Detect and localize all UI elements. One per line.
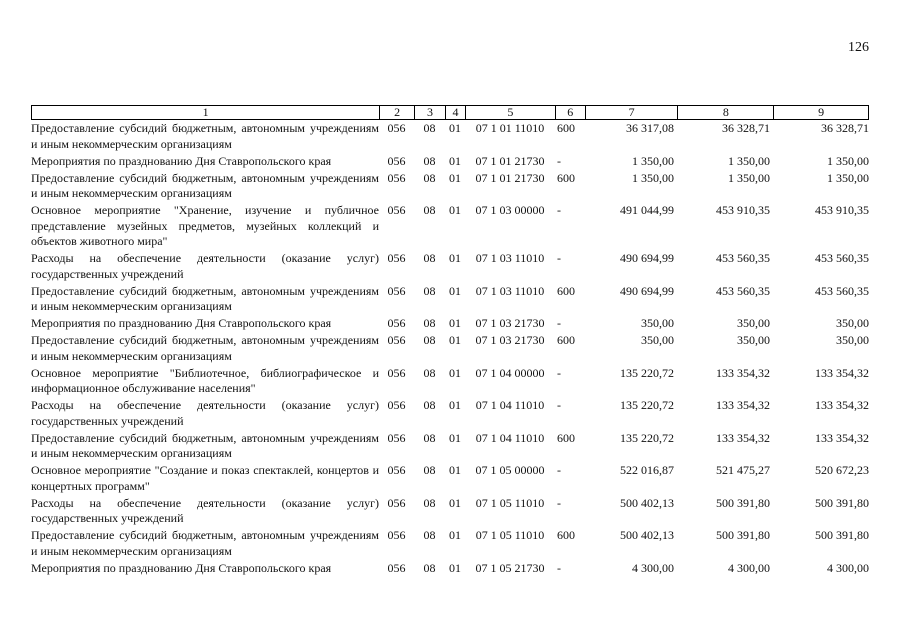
table-cell-5: 07 1 03 11010 — [475, 251, 545, 265]
table-row — [31, 366, 869, 397]
table-cell-3: 08 — [423, 495, 436, 510]
table-cell-8: 133 354,32 — [716, 430, 770, 445]
table-cell-6: 600 — [557, 333, 575, 347]
table-cell-8: 133 354,32 — [716, 398, 770, 412]
table-cell-5: 07 1 03 11010 — [475, 283, 545, 298]
table-cell-3: 08 — [423, 333, 436, 347]
table-cell-1: Мероприятия по празднованию Дня Ставропольского края — [31, 316, 332, 330]
table-cell-4: 01 — [449, 560, 461, 575]
table-cell-5: 07 1 04 00000 — [475, 365, 545, 380]
table-cell-7: 500 402,13 — [620, 495, 674, 510]
table-cell-8: 133 354,32 — [716, 365, 770, 380]
table-cell-2: 056 — [387, 153, 406, 168]
table-cell-9: 1 350,00 — [827, 153, 869, 168]
table-cell-3: 08 — [423, 283, 436, 298]
table-cell-2: 056 — [387, 121, 406, 135]
table-cell-2: 056 — [387, 316, 406, 330]
table-cell-4: 01 — [449, 333, 461, 347]
table-cell-6: - — [557, 495, 561, 510]
table-cell-5: 07 1 05 21730 — [475, 560, 545, 575]
table-cell-7: 4 300,00 — [632, 560, 674, 575]
table-cell-7: 1 350,00 — [632, 170, 674, 185]
table-cell-5: 07 1 05 11010 — [475, 528, 545, 542]
table-cell-7: 135 220,72 — [620, 398, 674, 412]
table-cell-6: 600 — [557, 283, 575, 298]
table-cell-6: - — [557, 463, 561, 477]
table-cell-8: 1 350,00 — [728, 170, 770, 185]
table-cell-4: 01 — [449, 528, 461, 542]
table-cell-5: 07 1 05 00000 — [475, 463, 545, 477]
header-col-6: 6 — [555, 106, 585, 119]
table-cell-6: 600 — [557, 430, 575, 445]
table-cell-9: 350,00 — [836, 316, 869, 330]
table-cell-2: 056 — [387, 560, 406, 575]
table-cell-8: 500 391,80 — [716, 495, 770, 510]
table-row — [31, 284, 869, 315]
table-cell-6: 600 — [557, 528, 575, 542]
table-cell-9: 500 391,80 — [815, 495, 869, 510]
table-cell-7: 36 317,08 — [626, 121, 674, 135]
table-cell-7: 135 220,72 — [620, 365, 674, 380]
table-cell-6: - — [557, 153, 561, 168]
table-cell-3: 08 — [423, 203, 436, 217]
table-cell-8: 1 350,00 — [728, 153, 770, 168]
table-cell-1: Расходы на обеспечение деятельности (оказание услуг) государственных учреждений — [31, 251, 379, 281]
table-cell-4: 01 — [449, 398, 461, 412]
table-cell-1: Предоставление субсидий бюджетным, автономным учреждениям и иным некоммерческим организациям — [31, 121, 379, 151]
table-cell-4: 01 — [449, 203, 461, 217]
table-cell-3: 08 — [423, 398, 436, 412]
header-col-1: 1 — [202, 105, 209, 119]
table-cell-5: 07 1 01 21730 — [475, 170, 545, 185]
table-cell-2: 056 — [387, 170, 406, 185]
table-cell-8: 453 560,35 — [716, 283, 770, 298]
table-cell-1: Предоставление субсидий бюджетным, автономным учреждениям и иным некоммерческим организациям — [31, 528, 379, 558]
table-cell-5: 07 1 05 11010 — [475, 495, 545, 510]
table-cell-4: 01 — [449, 283, 461, 298]
table-cell-4: 01 — [449, 121, 461, 135]
header-col-3: 3 — [414, 106, 445, 119]
table-cell-2: 056 — [387, 430, 406, 445]
page-number: 126 — [848, 40, 869, 55]
table-cell-3: 08 — [423, 251, 436, 265]
table-row — [31, 463, 869, 494]
table-cell-9: 453 560,35 — [815, 251, 869, 265]
table-cell-1: Расходы на обеспечение деятельности (оказание услуг) государственных учреждений — [31, 495, 379, 525]
table-cell-9: 1 350,00 — [827, 170, 869, 185]
table-header — [31, 105, 869, 120]
table-cell-4: 01 — [449, 495, 461, 510]
table-row — [31, 203, 869, 250]
table-cell-2: 056 — [387, 251, 406, 265]
table-row — [31, 496, 869, 527]
table-cell-9: 500 391,80 — [815, 528, 869, 542]
table-cell-5: 07 1 01 21730 — [475, 153, 545, 168]
table-cell-8: 500 391,80 — [716, 528, 770, 542]
table-cell-7: 522 016,87 — [620, 463, 674, 477]
table-cell-3: 08 — [423, 463, 436, 477]
table-cell-7: 1 350,00 — [632, 153, 674, 168]
table-cell-4: 01 — [449, 153, 461, 168]
table-cell-9: 453 560,35 — [815, 283, 869, 298]
table-row — [31, 251, 869, 282]
table-cell-1: Предоставление субсидий бюджетным, автономным учреждениям и иным некоммерческим организациям — [31, 170, 379, 200]
table-cell-3: 08 — [423, 170, 436, 185]
table-cell-1: Мероприятия по празднованию Дня Ставропольского края — [31, 560, 332, 575]
table-row — [31, 333, 869, 364]
table-cell-3: 08 — [423, 430, 436, 445]
header-col-4: 4 — [445, 106, 465, 119]
table-cell-6: - — [557, 560, 561, 575]
table-cell-6: - — [557, 251, 561, 265]
table-row — [31, 171, 869, 202]
table-cell-9: 36 328,71 — [821, 121, 869, 135]
table-cell-1: Основное мероприятие "Библиотечное, библиографическое и информационное обслуживание населения" — [31, 365, 379, 395]
table-cell-9: 133 354,32 — [815, 430, 869, 445]
table-cell-2: 056 — [387, 283, 406, 298]
table-cell-9: 350,00 — [836, 333, 869, 347]
table-cell-8: 453 910,35 — [716, 203, 770, 217]
header-col-7: 7 — [585, 106, 678, 119]
table-row — [31, 316, 869, 332]
table-cell-3: 08 — [423, 316, 436, 330]
table-cell-6: 600 — [557, 121, 575, 135]
table-row — [31, 431, 869, 462]
table-row — [31, 528, 869, 559]
table-cell-5: 07 1 03 21730 — [475, 333, 545, 347]
table-cell-7: 135 220,72 — [620, 430, 674, 445]
table-body — [31, 121, 869, 578]
table-cell-3: 08 — [423, 528, 436, 542]
table-cell-6: - — [557, 203, 561, 217]
table-cell-1: Основное мероприятие "Создание и показ спектаклей, концертов и концертных программ" — [31, 463, 379, 493]
table-cell-9: 4 300,00 — [827, 560, 869, 575]
header-col-5: 5 — [465, 106, 555, 119]
table-cell-4: 01 — [449, 170, 461, 185]
table-cell-9: 453 910,35 — [815, 203, 869, 217]
header-col-2: 2 — [379, 106, 414, 119]
table-cell-2: 056 — [387, 463, 406, 477]
table-cell-7: 490 694,99 — [620, 283, 674, 298]
table-cell-9: 133 354,32 — [815, 365, 869, 380]
table-cell-6: - — [557, 398, 561, 412]
table-cell-2: 056 — [387, 333, 406, 347]
table-cell-7: 490 694,99 — [620, 251, 674, 265]
table-cell-8: 453 560,35 — [716, 251, 770, 265]
table-row — [31, 154, 869, 170]
table-cell-9: 133 354,32 — [815, 398, 869, 412]
table-cell-2: 056 — [387, 528, 406, 542]
table-cell-7: 350,00 — [641, 333, 674, 347]
table-cell-8: 350,00 — [737, 316, 770, 330]
table-cell-8: 350,00 — [737, 333, 770, 347]
table-cell-8: 4 300,00 — [728, 560, 770, 575]
table-cell-2: 056 — [387, 365, 406, 380]
table-row — [31, 398, 869, 429]
header-col-9: 9 — [773, 106, 868, 119]
table-cell-4: 01 — [449, 251, 461, 265]
table-cell-2: 056 — [387, 398, 406, 412]
table-cell-5: 07 1 03 00000 — [475, 203, 545, 217]
table-cell-9: 520 672,23 — [815, 463, 869, 477]
table-cell-6: - — [557, 316, 561, 330]
table-cell-5: 07 1 01 11010 — [475, 121, 545, 135]
table-cell-2: 056 — [387, 495, 406, 510]
table-cell-5: 07 1 04 11010 — [475, 430, 545, 445]
table-cell-6: 600 — [557, 170, 575, 185]
table-cell-7: 491 044,99 — [620, 203, 674, 217]
table-cell-5: 07 1 03 21730 — [475, 316, 545, 330]
table-cell-2: 056 — [387, 203, 406, 217]
table-cell-3: 08 — [423, 153, 436, 168]
table-cell-3: 08 — [423, 121, 436, 135]
table-cell-1: Предоставление субсидий бюджетным, автономным учреждениям и иным некоммерческим организациям — [31, 430, 379, 460]
table-cell-4: 01 — [449, 316, 461, 330]
table-cell-7: 500 402,13 — [620, 528, 674, 542]
table-cell-4: 01 — [449, 463, 461, 477]
table-cell-4: 01 — [449, 365, 461, 380]
table-cell-3: 08 — [423, 560, 436, 575]
table-row — [31, 121, 869, 152]
table-cell-8: 36 328,71 — [722, 121, 770, 135]
table-cell-1: Предоставление субсидий бюджетным, автономным учреждениям и иным некоммерческим организациям — [31, 333, 379, 363]
table-cell-3: 08 — [423, 365, 436, 380]
table-cell-4: 01 — [449, 430, 461, 445]
table-cell-1: Основное мероприятие "Хранение, изучение и публичное представление музейных предметов, музейных коллекций и объектов животного мира" — [31, 203, 379, 248]
table-cell-5: 07 1 04 11010 — [475, 398, 545, 412]
table-cell-1: Расходы на обеспечение деятельности (оказание услуг) государственных учреждений — [31, 398, 379, 428]
table-cell-8: 521 475,27 — [716, 463, 770, 477]
table-cell-7: 350,00 — [641, 316, 674, 330]
table-cell-1: Мероприятия по празднованию Дня Ставропольского края — [31, 153, 332, 168]
table-cell-1: Предоставление субсидий бюджетным, автономным учреждениям и иным некоммерческим организациям — [31, 283, 379, 313]
table-cell-6: - — [557, 365, 561, 380]
table-row — [31, 561, 869, 577]
header-col-8: 8 — [677, 106, 773, 119]
